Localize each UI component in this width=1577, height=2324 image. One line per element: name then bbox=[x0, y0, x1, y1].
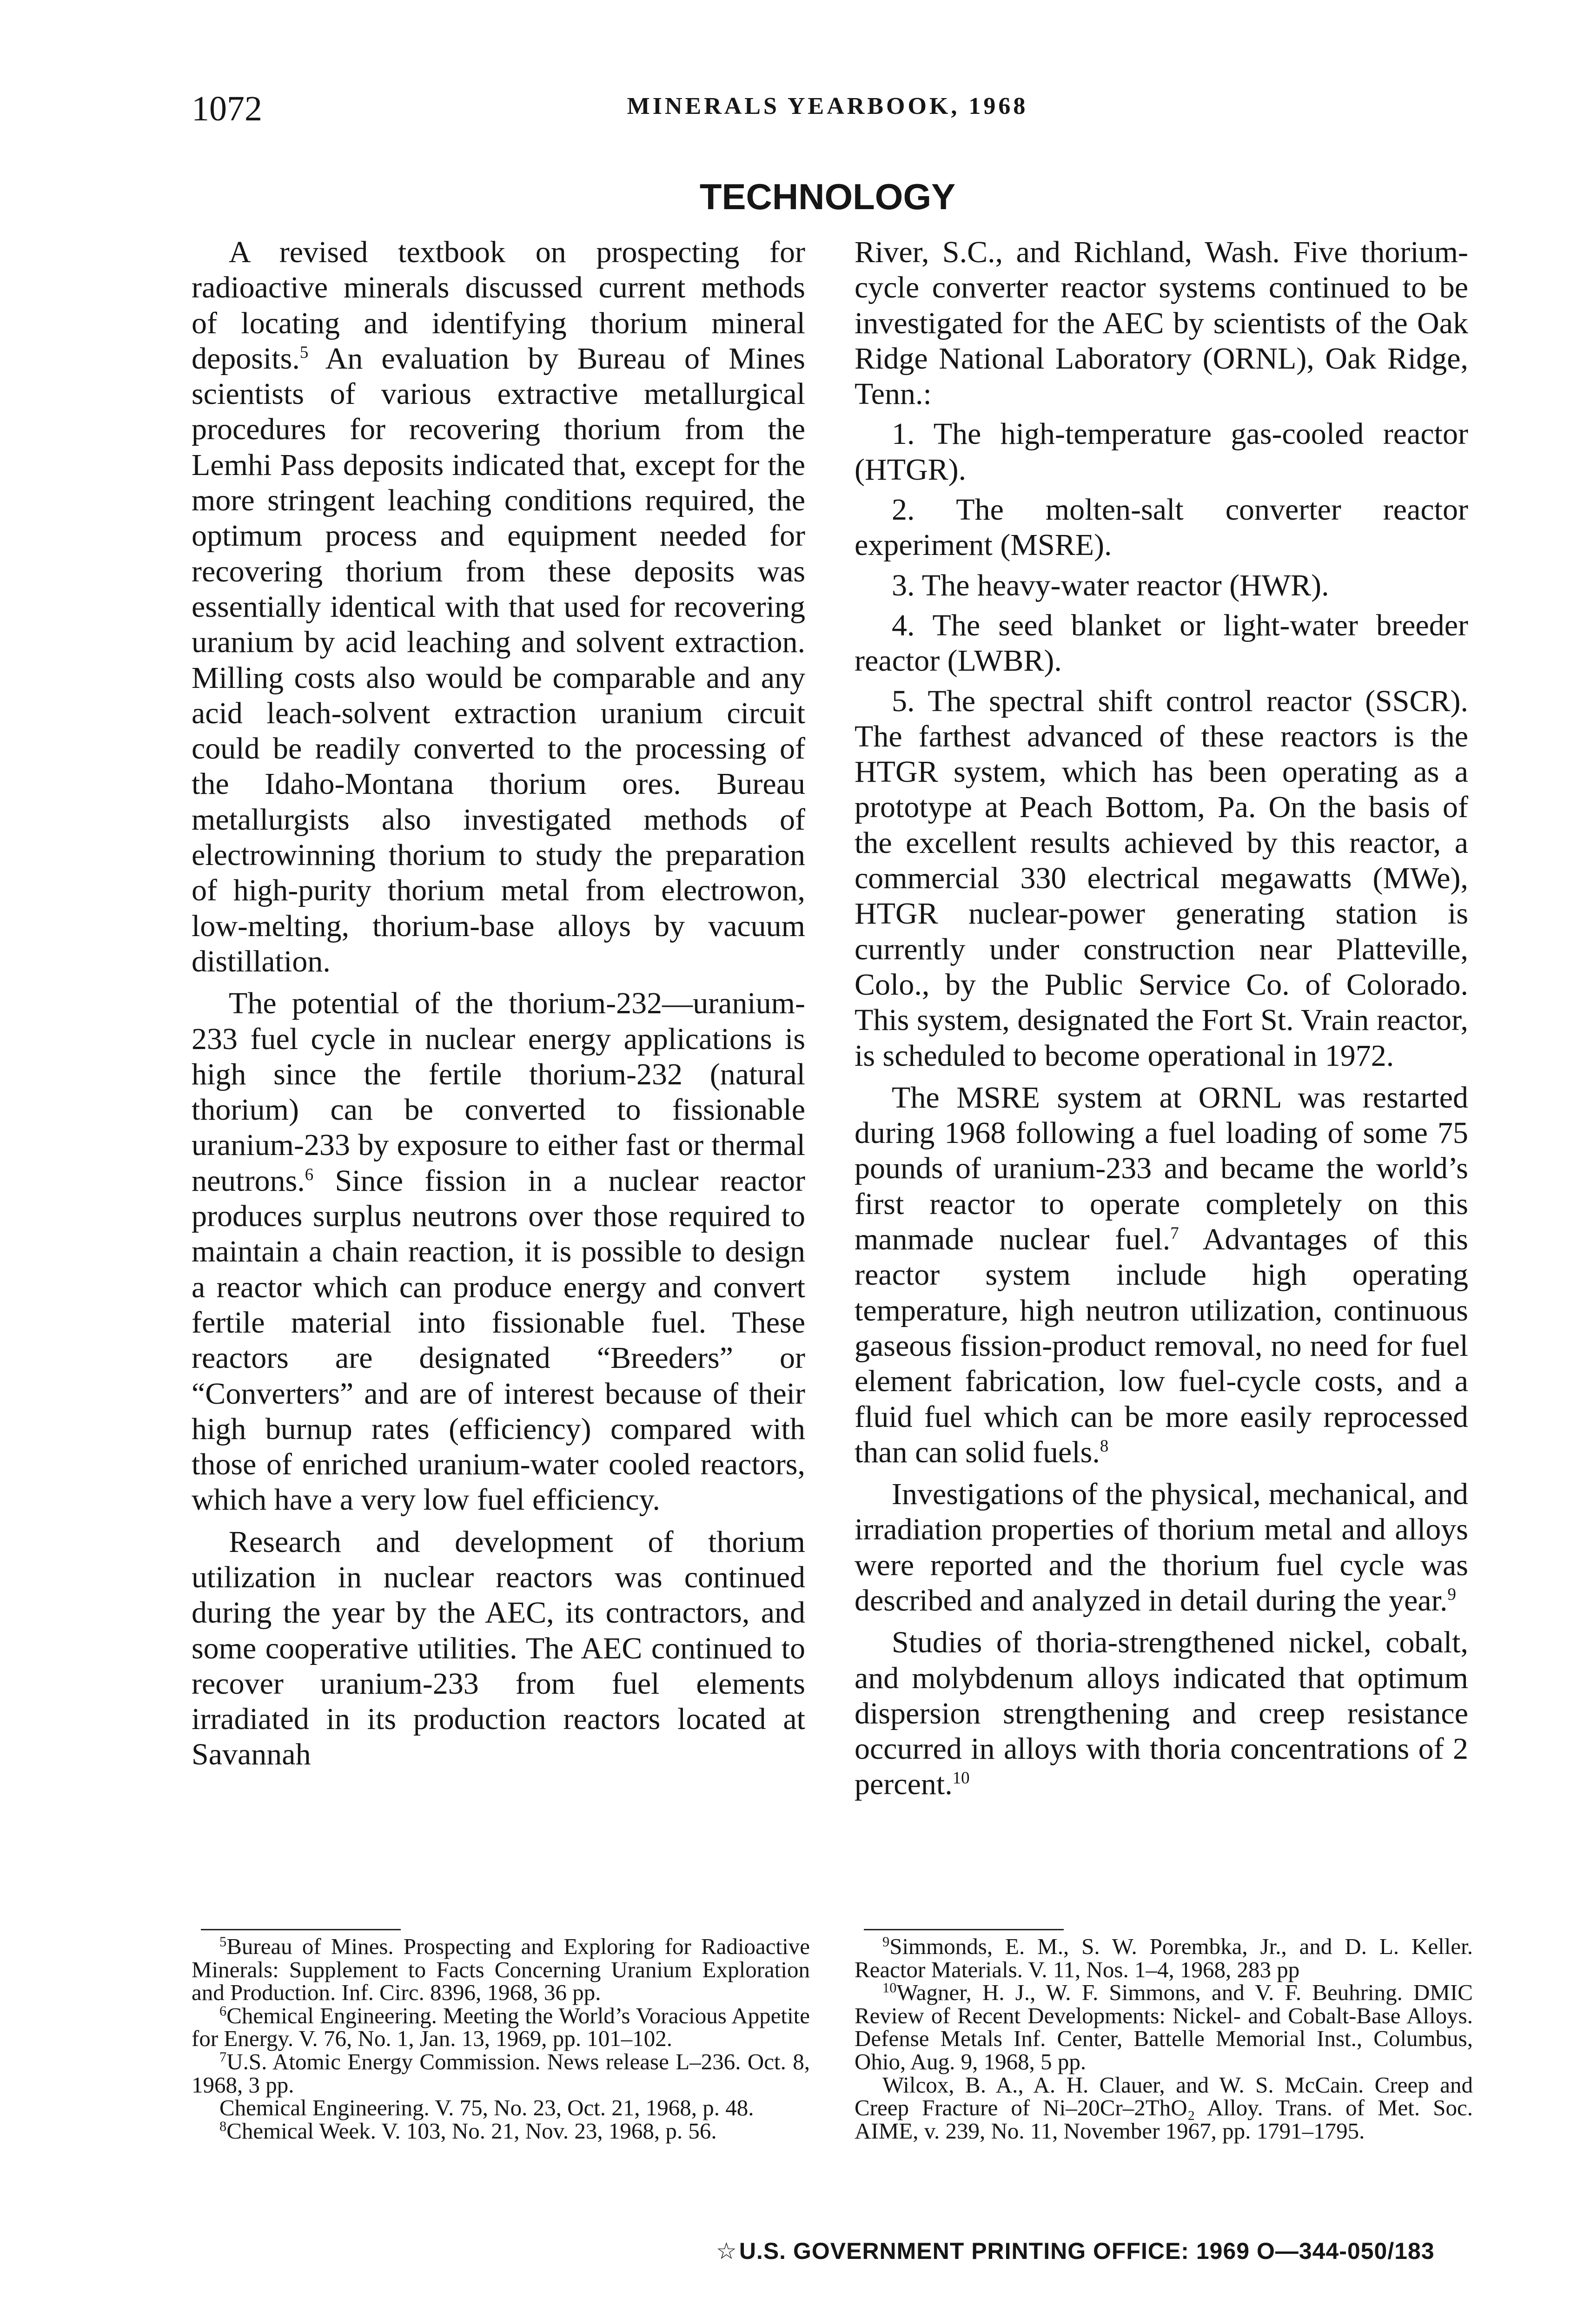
paragraph-studies: Studies of thoria-strengthened nickel, cobalt, and molybdenum alloys indicated that optimum dispersion strengthening and creep resistance occurred in alloys with thoria concentrations of 2 percent.$^{10}$ bbox=[855, 1625, 1468, 1802]
footnote-ref[interactable]: 7 bbox=[1170, 1223, 1179, 1243]
footnote-ref[interactable]: 6 bbox=[305, 1164, 314, 1184]
paragraph-research: Research and development of thorium utilization in nuclear reactors was continued during the year by the AEC, its contractors, and some cooperative utilities. The AEC continued to recover uranium-233 from fuel elements irradiated in its production reactors located at Savannah bbox=[192, 1525, 805, 1772]
star-icon: ☆ bbox=[716, 2238, 737, 2264]
footnote-ref[interactable]: 8 bbox=[1100, 1436, 1109, 1455]
list-item: 4. The seed blanket or light-water breeder reactor (LWBR). bbox=[855, 608, 1468, 678]
list-item: 1. The high-temperature gas-cooled reactor (HTGR). bbox=[855, 417, 1468, 487]
paragraph-msre: The MSRE system at ORNL was restarted during 1968 following a fuel loading of some 75 pounds of uranium-233 and became the world’s first reactor to operate completely on this manmade nuclear fuel.$^7$ Advantages of this reactor system include high operating temperature, high neutron utilization, continuous gaseous fission-product removal, no need for fuel element fabrication, low fuel-cycle costs, and a fluid fuel which can be more easily reprocessed than can solid fuels.$^8$ bbox=[855, 1080, 1468, 1469]
footnote-ref[interactable]: 10 bbox=[952, 1768, 970, 1788]
section-title: TECHNOLOGY bbox=[699, 176, 956, 217]
left-column bbox=[192, 235, 805, 1773]
footnote: $^8$Chemical Week. V. 103, No. 21, Nov. 23, 1968, p. 56. bbox=[219, 2118, 717, 2144]
list-item: 2. The molten-salt converter reactor experiment (MSRE). bbox=[855, 493, 1468, 562]
footnote-ref[interactable]: 5 bbox=[299, 342, 309, 362]
footnote-ref[interactable]: 9 bbox=[1447, 1585, 1456, 1604]
footnote: Chemical Engineering. V. 75, No. 23, Oct. 21, 1968, p. 48. bbox=[219, 2095, 754, 2121]
footnote: $^7$U.S. Atomic Energy Commission. News release L–236. Oct. 8, 1968, 3 pp. bbox=[192, 2048, 810, 2098]
list-item-sscr: 5. The spectral shift control reactor (SSCR). The farthest advanced of these reactors is the HTGR system, which has been operating as a prototype at Peach Bottom, Pa. On the basis of the excellent results achieved by this reactor, a commercial 330 electrical megawatts (MWe), HTGR nuclear-power generating station is currently under construction near Platteville, Colo., by the Public Service Co. of Colorado. This system, designated the Fort St. Vrain reactor, is scheduled to become operational in 1972. bbox=[855, 684, 1468, 1073]
right-column bbox=[855, 235, 1468, 1802]
footnotes-left bbox=[192, 1935, 810, 2142]
list-item: 3. The heavy-water reactor (HWR). bbox=[892, 568, 1329, 602]
paragraph-fuel-cycle: The potential of the thorium-232—uranium-233 fuel cycle in nuclear energy applications is high since the fertile thorium-232 (natural thorium) can be converted to fissionable uranium-233 by exposure to either fast or thermal neutrons.$^6$ Since fission in a nuclear reactor produces surplus neutrons over those required to maintain a chain reaction, it is possible to design a reactor which can produce energy and convert fertile material into fissionable fuel. These reactors are designated “Breeders” or “Converters” and are of interest because of their high burnup rates (efficiency) compared with those of enriched uranium-water cooled reactors, which have a very low fuel efficiency. bbox=[192, 986, 805, 1517]
footnote: $^9$Simmonds, E. M., S. W. Porembka, Jr., and D. L. Keller. Reactor Materials. V. 11, Nos. 1–4, 1968, 283 pp bbox=[855, 1934, 1473, 1982]
paragraph-prospecting: A revised textbook on prospecting for radioactive minerals discussed current methods of locating and identifying thorium mineral deposits.$^5$ An evaluation by Bureau of Mines scientists of various extractive metallurgical procedures for recovering thorium from the Lemhi Pass deposits indicated that, except for the more stringent leaching conditions required, the optimum process and equipment needed for recovering thorium from these deposits was essentially identical with that used for recovering uranium by acid leaching and solvent extraction. Milling costs also would be comparable and any acid leach-solvent extraction uranium circuit could be readily converted to the processing of the Idaho-Montana thorium ores. Bureau metallurgists also investigated methods of electrowinning thorium to study the preparation of high-purity thorium metal from electrowon, low-melting, thorium-base alloys by vacuum distillation. bbox=[192, 235, 805, 978]
footnotes-right bbox=[855, 1935, 1473, 2142]
printing-office-imprint: ☆U.S. GOVERNMENT PRINTING OFFICE: 1969 O—344-050/183 bbox=[716, 2238, 1435, 2264]
footnote: $^5$Bureau of Mines. Prospecting and Exploring for Radioactive Minerals: Supplement to Facts Concerning Uranium Exploration and Production. Inf. Circ. 8396, 1968, 36 pp. bbox=[192, 1934, 810, 2006]
page-number: 1072 bbox=[192, 89, 262, 128]
footnote-divider bbox=[864, 1929, 1064, 1930]
paragraph-continued: River, S.C., and Richland, Wash. Five thorium-cycle converter reactor systems continued to be investigated for the AEC by scientists of the Oak Ridge National Laboratory (ORNL), Oak Ridge, Tenn.: bbox=[855, 235, 1468, 411]
paragraph-investigations: Investigations of the physical, mechanical, and irradiation properties of thorium metal and alloys were reported and the thorium fuel cycle was described and analyzed in detail during the year.$^9$ bbox=[855, 1477, 1468, 1618]
footnote: $^{10}$Wagner, H. J., W. F. Simmons, and V. F. Beuhring. DMIC Review of Recent Developments: Nickel- and Cobalt-Base Alloys. Defense Metals Inf. Center, Battelle Memorial Inst., Columbus, Ohio, Aug. 9, 1968, 5 pp. bbox=[855, 1980, 1473, 2074]
footnote: Wilcox, B. A., A. H. Clauer, and W. S. McCain. Creep and Creep Fracture of Ni–20Cr–2ThO₂ Alloy. Trans. of Met. Soc. AIME, v. 239, No. 11, November 1967, pp. 1791–1795. bbox=[855, 2072, 1473, 2144]
footnote: $^6$Chemical Engineering. Meeting the World’s Voracious Appetite for Energy. V. 76, No. 1, Jan. 13, 1969, pp. 101–102. bbox=[192, 2002, 810, 2052]
running-title: MINERALS YEARBOOK, 1968 bbox=[627, 93, 1028, 119]
footnote-divider bbox=[201, 1929, 401, 1930]
